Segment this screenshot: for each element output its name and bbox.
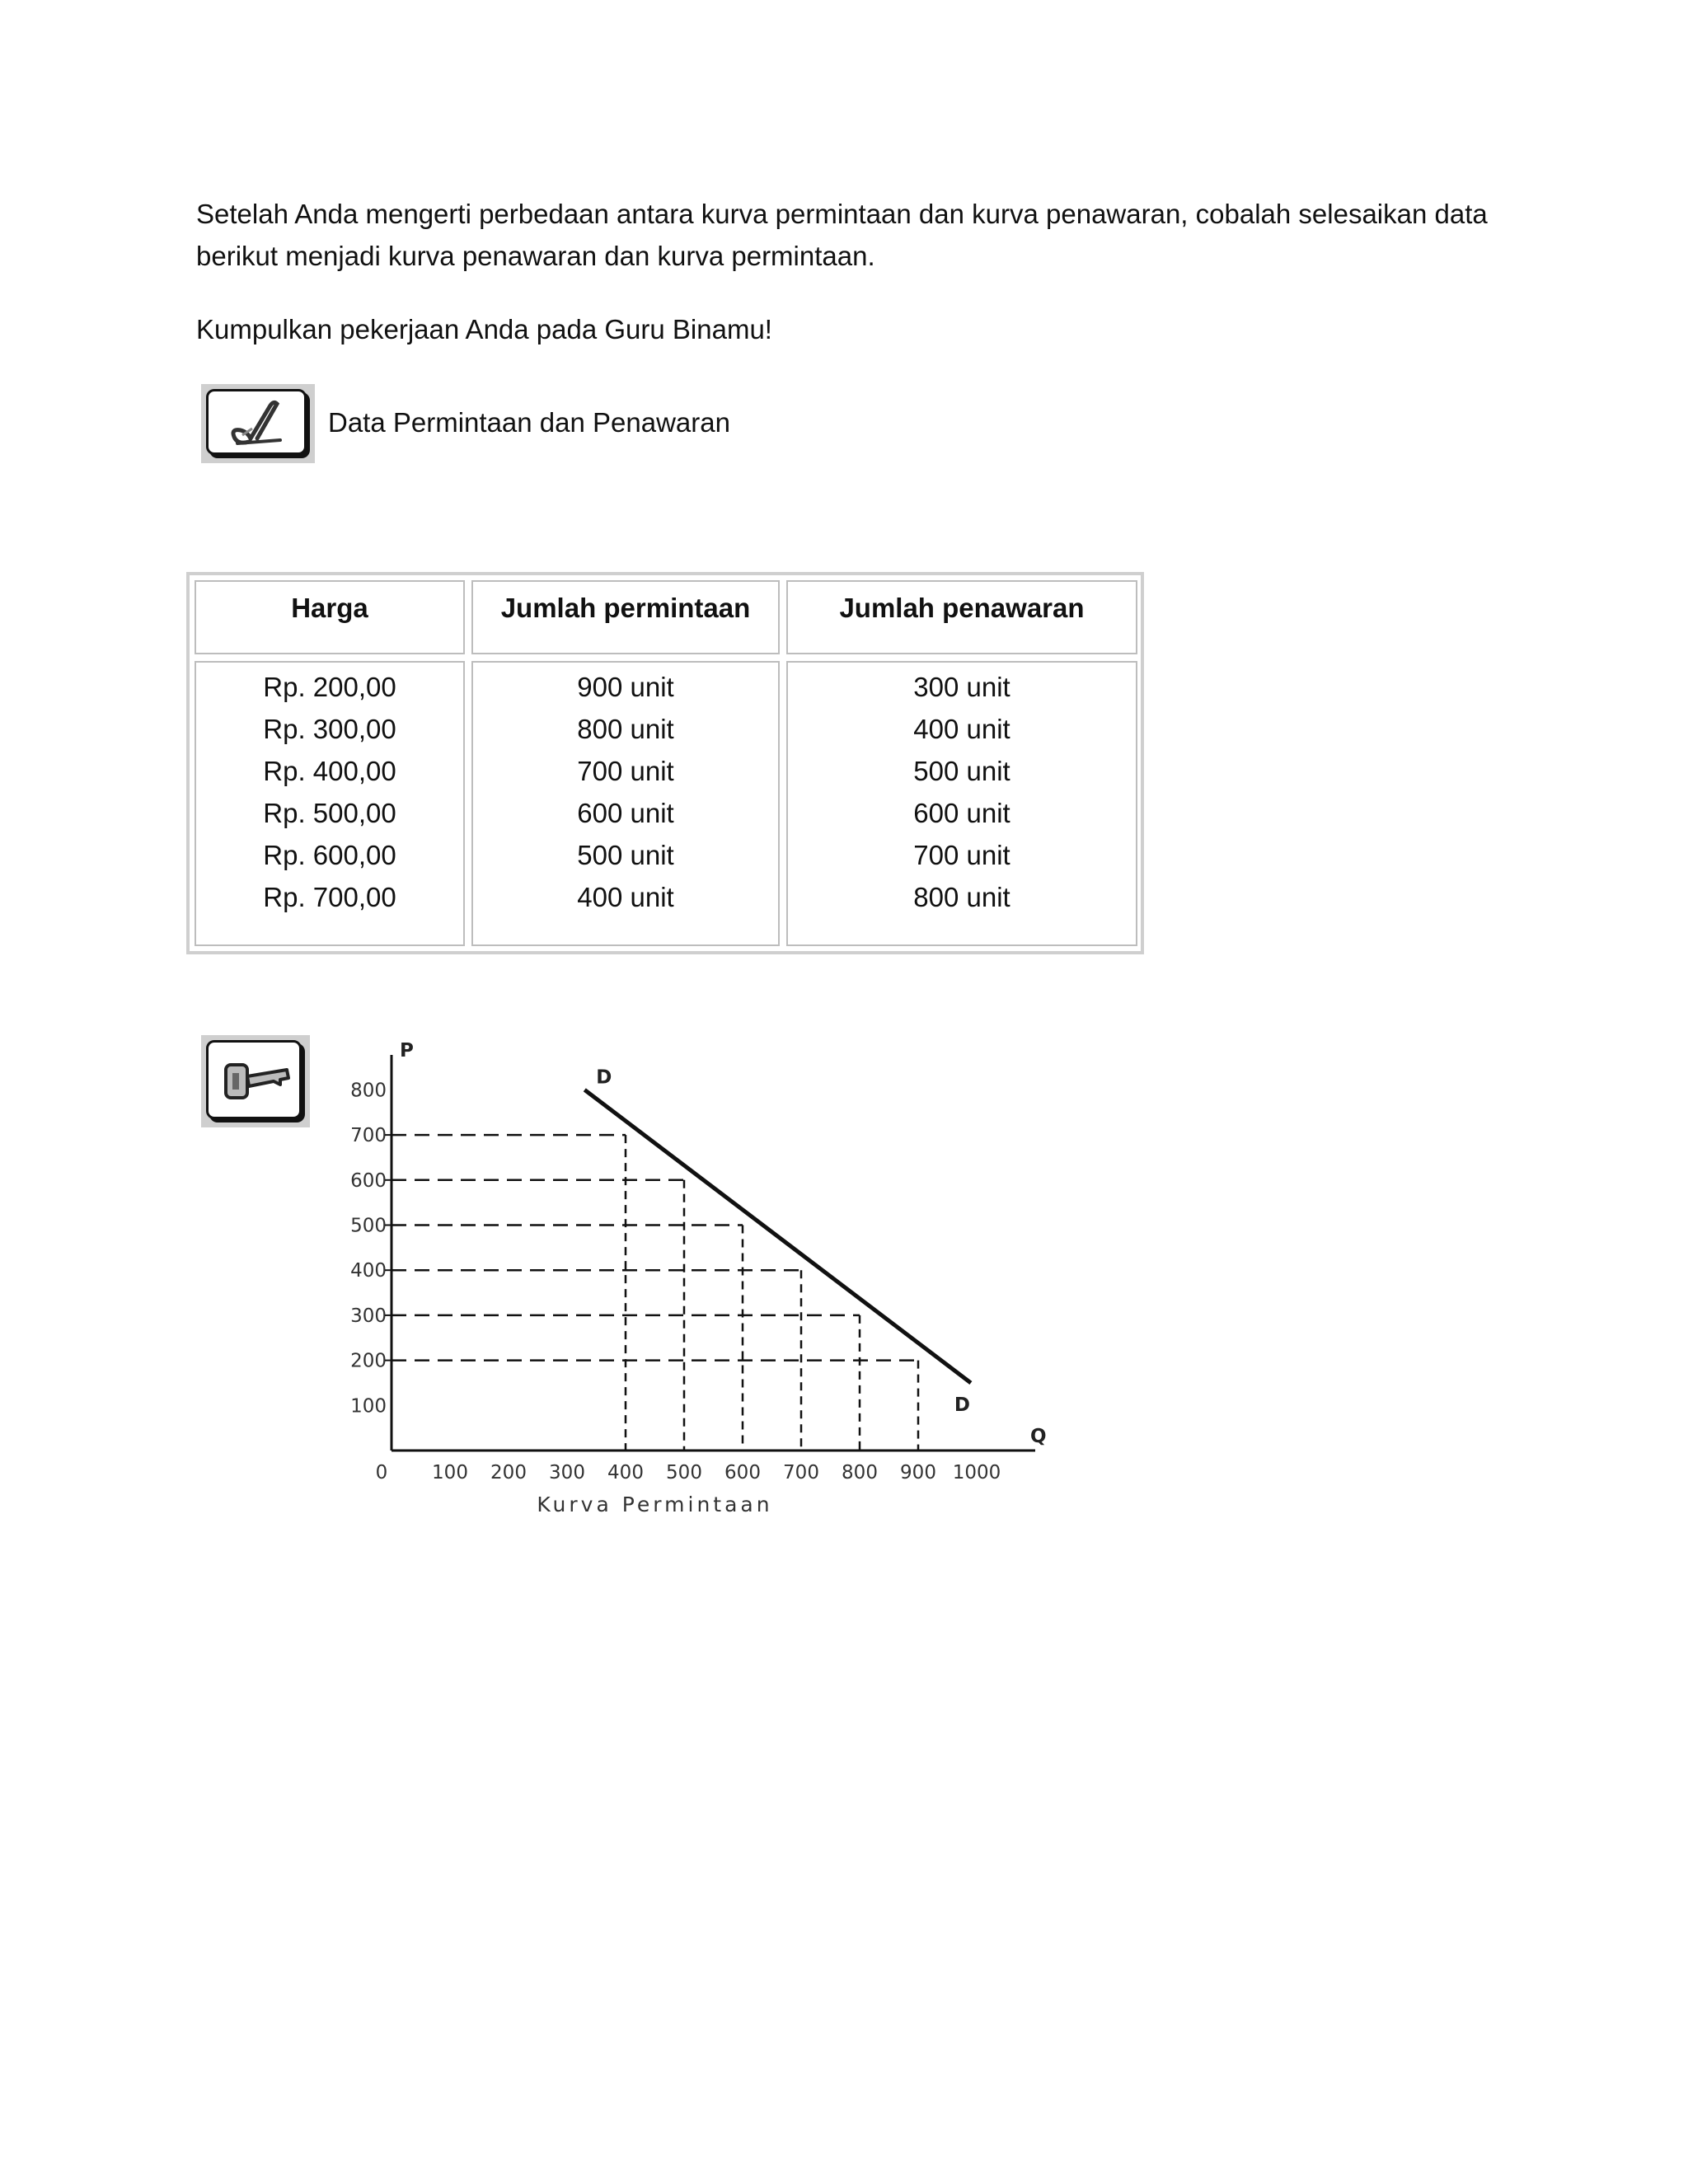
table-cell: 300 unit — [913, 672, 1010, 702]
table-cell: 800 unit — [913, 882, 1010, 912]
x-axis-letter: Q — [1030, 1426, 1047, 1447]
table-cell: 700 unit — [577, 756, 674, 786]
table-cell: 600 unit — [577, 798, 674, 828]
y-tick-label: 100 — [350, 1395, 387, 1418]
table-cell: Rp. 600,00 — [263, 840, 396, 870]
table-cell: 800 unit — [577, 714, 674, 744]
table-cell: 900 unit — [577, 672, 674, 702]
y-tick-label: 400 — [350, 1260, 387, 1282]
table-cell: 500 unit — [577, 840, 674, 870]
x-tick-label: 300 — [549, 1462, 585, 1483]
table-cell: 500 unit — [913, 756, 1010, 786]
x-tick-label: 600 — [724, 1462, 761, 1483]
table-cell: Rp. 700,00 — [263, 882, 396, 912]
table-cell: Rp. 500,00 — [263, 798, 396, 828]
column-harga — [195, 661, 465, 946]
y-tick-label: 800 — [350, 1080, 387, 1102]
instruction-paragraph: Setelah Anda mengerti perbedaan antara kurva permintaan dan kurva penawaran, cobalah selesaikan data berikut menjadi kurva penawaran dan kurva permintaan. — [196, 199, 1488, 271]
x-tick-label: 1000 — [952, 1462, 1001, 1483]
table-cell: Rp. 300,00 — [263, 714, 396, 744]
data-table — [186, 572, 1144, 954]
table-cell: Rp. 200,00 — [263, 672, 396, 702]
x-tick-label: 400 — [607, 1462, 644, 1483]
header-jumlah-permintaan: Jumlah permintaan — [471, 580, 780, 654]
header-harga: Harga — [195, 580, 465, 654]
x-tick-label: 200 — [490, 1462, 527, 1483]
header-jumlah-penawaran: Jumlah penawaran — [786, 580, 1137, 654]
x-tick-label: 800 — [842, 1462, 878, 1483]
table-cell: Rp. 400,00 — [263, 756, 396, 786]
x-tick-label: 500 — [666, 1462, 702, 1483]
y-tick-label: 700 — [350, 1125, 387, 1147]
x-axis-title: Kurva Permintaan — [537, 1493, 773, 1516]
demand-curve-chart — [330, 1038, 1088, 1533]
y-tick-label: 500 — [350, 1215, 387, 1237]
y-axis-letter: P — [400, 1040, 414, 1062]
x-tick-label: 900 — [900, 1462, 936, 1483]
y-tick-label: 600 — [350, 1169, 387, 1192]
submit-instruction: Kumpulkan pekerjaan Anda pada Guru Binamu! — [196, 314, 772, 344]
table-cell: 400 unit — [913, 714, 1010, 744]
table-cell: 600 unit — [913, 798, 1010, 828]
column-jumlah-penawaran — [786, 661, 1137, 946]
y-tick-label: 300 — [350, 1305, 387, 1327]
curve-label-start: D — [596, 1066, 612, 1089]
data-title: Data Permintaan dan Penawaran — [328, 407, 730, 438]
curve-label-end: D — [954, 1394, 970, 1416]
x-tick-label: 700 — [783, 1462, 819, 1483]
origin-label: 0 — [375, 1462, 388, 1483]
column-jumlah-permintaan — [471, 661, 780, 946]
table-cell: 400 unit — [577, 882, 674, 912]
demand-line — [584, 1090, 971, 1383]
x-tick-label: 100 — [432, 1462, 468, 1483]
pen-icon — [201, 384, 315, 463]
key-icon — [201, 1035, 310, 1127]
y-tick-label: 200 — [350, 1350, 387, 1372]
table-cell: 700 unit — [913, 840, 1010, 870]
